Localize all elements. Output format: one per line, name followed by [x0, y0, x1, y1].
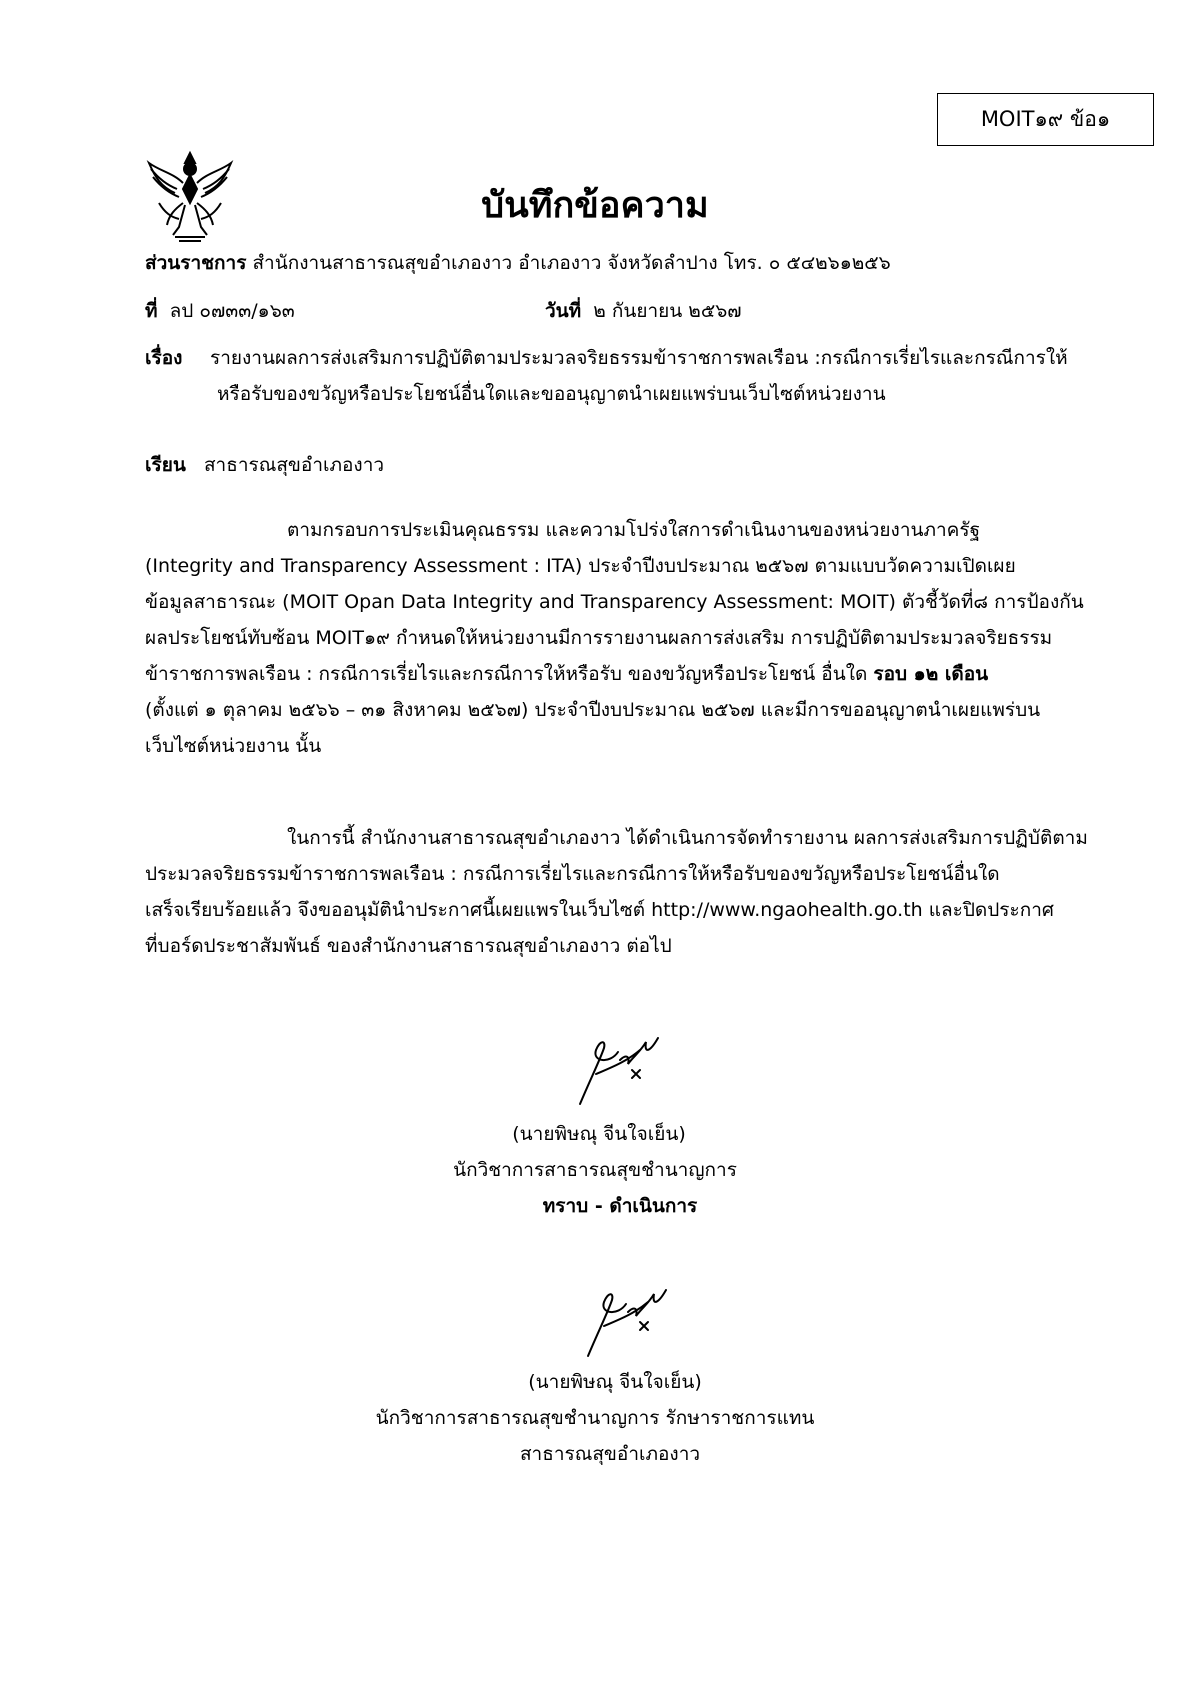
paragraph-1-period-highlight: รอบ ๑๒ เดือน	[873, 663, 989, 685]
signature-2-block	[0, 1365, 1190, 1471]
date-line	[545, 296, 742, 326]
body-paragraph-2	[145, 820, 1115, 964]
subject-line-1: รายงานผลการส่งเสริมการปฏิบัติตามประมวลจริยธรรมข้าราชการพลเรือน :กรณีการเรี่ยไรและกรณีการให้	[210, 347, 1068, 369]
signer-1-name: (นายพิษณุ จีนใจเย็น)	[512, 1123, 686, 1145]
date-label: วันที่	[545, 300, 582, 322]
paragraph-1-line-5-text: ข้าราชการพลเรือน : กรณีการเรี่ยไรและกรณีการให้หรือรับ ของขวัญหรือประโยชน์ อื่นใด	[145, 663, 874, 685]
document-number-line	[145, 296, 295, 326]
signer-1-position: นักวิชาการสาธารณสุขชำนาญการ	[453, 1159, 737, 1181]
reference-box	[937, 93, 1154, 146]
addressee-value: สาธารณสุขอำเภองาว	[203, 454, 385, 476]
reference-code: MOIT๑๙ ข้อ๑	[980, 107, 1111, 131]
signature-2-icon	[578, 1282, 678, 1362]
approval-note: ทราบ - ดำเนินการ	[542, 1195, 698, 1217]
signature-1-block	[0, 1117, 1190, 1223]
paragraph-1-line-2: (Integrity and Transparency Assessment : ITA) ประจำปีงบประมาณ ๒๕๖๗ ตามแบบวัดความเปิดเผย	[145, 555, 1016, 577]
subject-label: เรื่อง	[145, 347, 183, 369]
paragraph-1-line-7: เว็บไซต์หน่วยงาน นั้น	[145, 735, 322, 757]
agency-line	[145, 248, 891, 278]
page-title: บันทึกข้อความ	[481, 185, 709, 226]
addressee-line	[145, 450, 384, 480]
body-paragraph-1	[145, 512, 1115, 764]
agency-label: ส่วนราชการ	[145, 252, 247, 274]
paragraph-2-line-2: ประมวลจริยธรรมข้าราชการพลเรือน : กรณีการเรี่ยไรและกรณีการให้หรือรับของขวัญหรือประโยชน์อื่นใด	[145, 863, 1000, 885]
paragraph-1-line-4: ผลประโยชน์ทับซ้อน MOIT๑๙ กำหนดให้หน่วยงานมีการรายงานผลการส่งเสริม การปฏิบัติตามประมวลจริยธรรม	[145, 627, 1053, 649]
paragraph-2-line-3: เสร็จเรียบร้อยแล้ว จึงขออนุมัตินำประกาศนี้เผยแพรในเว็บไซต์ http://www.ngaohealth.go.th และปิดประกาศ	[145, 899, 1054, 921]
number-label: ที่	[145, 300, 158, 322]
addressee-label: เรียน	[145, 454, 186, 476]
number-value: ลป ๐๗๓๓/๑๖๓	[169, 300, 295, 322]
paragraph-2-line-1: ในการนี้ สำนักงานสาธารณสุขอำเภองาว ได้ดำเนินการจัดทำรายงาน ผลการส่งเสริมการปฏิบัติตาม	[287, 827, 1088, 849]
paragraph-2-line-4: ที่บอร์ดประชาสัมพันธ์ ของสำนักงานสาธารณสุขอำเภองาว ต่อไป	[145, 935, 672, 957]
subject-line-2: หรือรับของขวัญหรือประโยชน์อื่นใดและขออนุญาตนำเผยแพร่บนเว็บไซต์หน่วยงาน	[217, 383, 886, 405]
paragraph-1-line-5	[145, 656, 1115, 692]
signer-2-name: (นายพิษณุ จีนใจเย็น)	[528, 1371, 702, 1393]
subject-block	[145, 340, 1115, 412]
signature-1-icon	[570, 1030, 670, 1110]
paragraph-1-line-3: ข้อมูลสาธารณะ (MOIT Opan Data Integrity and Transparency Assessment: MOIT) ตัวชี้วัดที่๘ การป้องกัน	[145, 591, 1084, 613]
agency-value: สำนักงานสาธารณสุขอำเภองาว อำเภองาว จังหวัดลำปาง โทร. ๐ ๕๔๒๖๑๒๕๖	[252, 252, 891, 274]
signer-2-position: นักวิชาการสาธารณสุขชำนาญการ รักษาราชการแทน	[375, 1407, 815, 1429]
signer-2-title: สาธารณสุขอำเภองาว	[519, 1443, 701, 1465]
date-value: ๒ กันยายน ๒๕๖๗	[593, 300, 742, 322]
paragraph-1-line-6: (ตั้งแต่ ๑ ตุลาคม ๒๕๖๖ – ๓๑ สิงหาคม ๒๕๖๗) ประจำปีงบประมาณ ๒๕๖๗ และมีการขออนุญาตนำเผยแพร่บน	[145, 699, 1041, 721]
paragraph-1-line-1: ตามกรอบการประเมินคุณธรรม และความโปร่งใสการดำเนินงานของหน่วยงานภาครัฐ	[287, 519, 981, 541]
